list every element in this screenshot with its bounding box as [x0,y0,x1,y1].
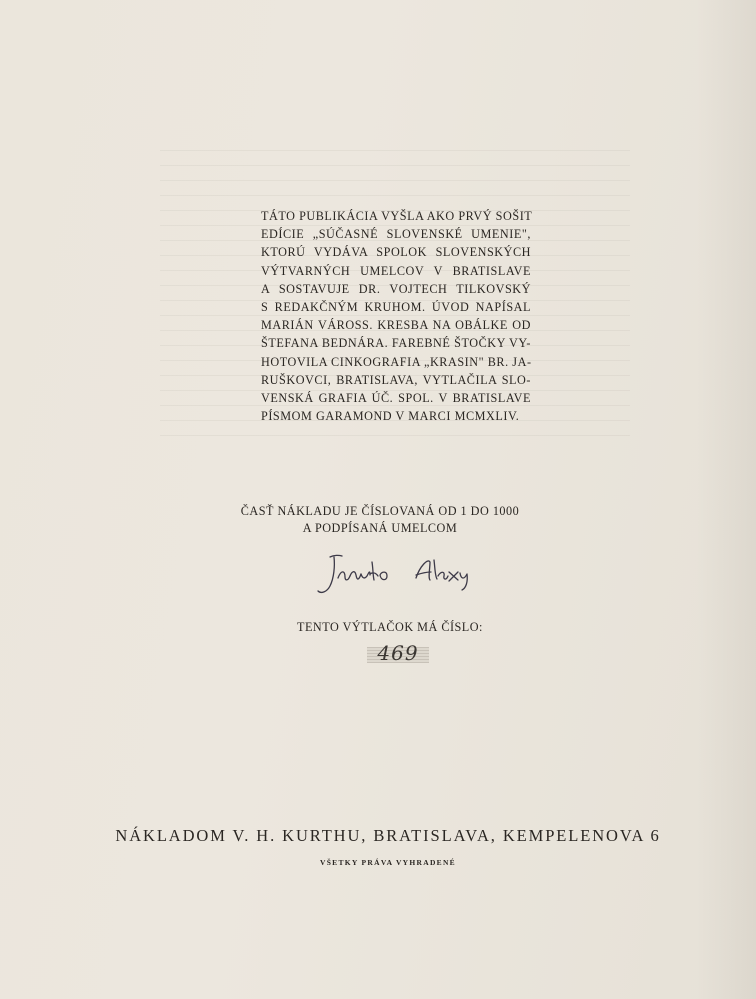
publisher-imprint: NÁKLADOM V. H. KURTHU, BRATISLAVA, KEMPELENOVA 6 [115,826,661,845]
numbered-edition-note [230,503,530,537]
colophon-line: TÁTO PUBLIKÁCIA VYŠLA AKO PRVÝ SOŠIT [261,209,533,223]
colophon-line: S REDAKČNÝM KRUHOM. ÚVOD NAPÍSAL [261,300,531,315]
colophon-line: KTORÚ VYDÁVA SPOLOK SLOVENSKÝCH [261,245,531,260]
colophon-line: PÍSMOM GARAMOND V MARCI MCMXLIV. [261,409,520,424]
numbered-edition-line-1: ČASŤ NÁKLADU JE ČÍSLOVANÁ OD 1 DO 1000 [240,504,520,518]
colophon-line: MARIÁN VÁROSS. KRESBA NA OBÁLKE OD [261,318,531,333]
colophon-line: ŠTEFANA BEDNÁRA. FAREBNÉ ŠTOČKY VY- [261,336,531,351]
artist-signature [312,548,492,598]
numbered-edition-line-2: A PODPÍSANÁ UMELCOM [302,521,458,535]
colophon-line: RUŠKOVCI, BRATISLAVA, VYTLAČILA SLO- [261,372,531,387]
colophon-line: VENSKÁ GRAFIA ÚČ. SPOL. V BRATISLAVE [261,391,531,406]
rights-reserved: VŠETKY PRÁVA VYHRADENÉ [320,858,456,867]
colophon-line: HOTOVILA CINKOGRAFIA „KRASIN" BR. JA- [261,354,532,369]
colophon-text [261,207,531,425]
page-edge-shadow [696,0,756,999]
copy-number-label: TENTO VÝTLAČOK MÁ ČÍSLO: [297,620,483,634]
copy-number-field [367,643,429,665]
colophon-line: A SOSTAVUJE DR. VOJTECH TILKOVSKÝ [261,281,531,296]
colophon-line: EDÍCIE „SÚČASNÉ SLOVENSKÉ UMENIE", [261,227,531,242]
colophon-line: VÝTVARNÝCH UMELCOV V BRATISLAVE [261,263,531,278]
copy-number-handwritten: 469 [377,641,419,665]
